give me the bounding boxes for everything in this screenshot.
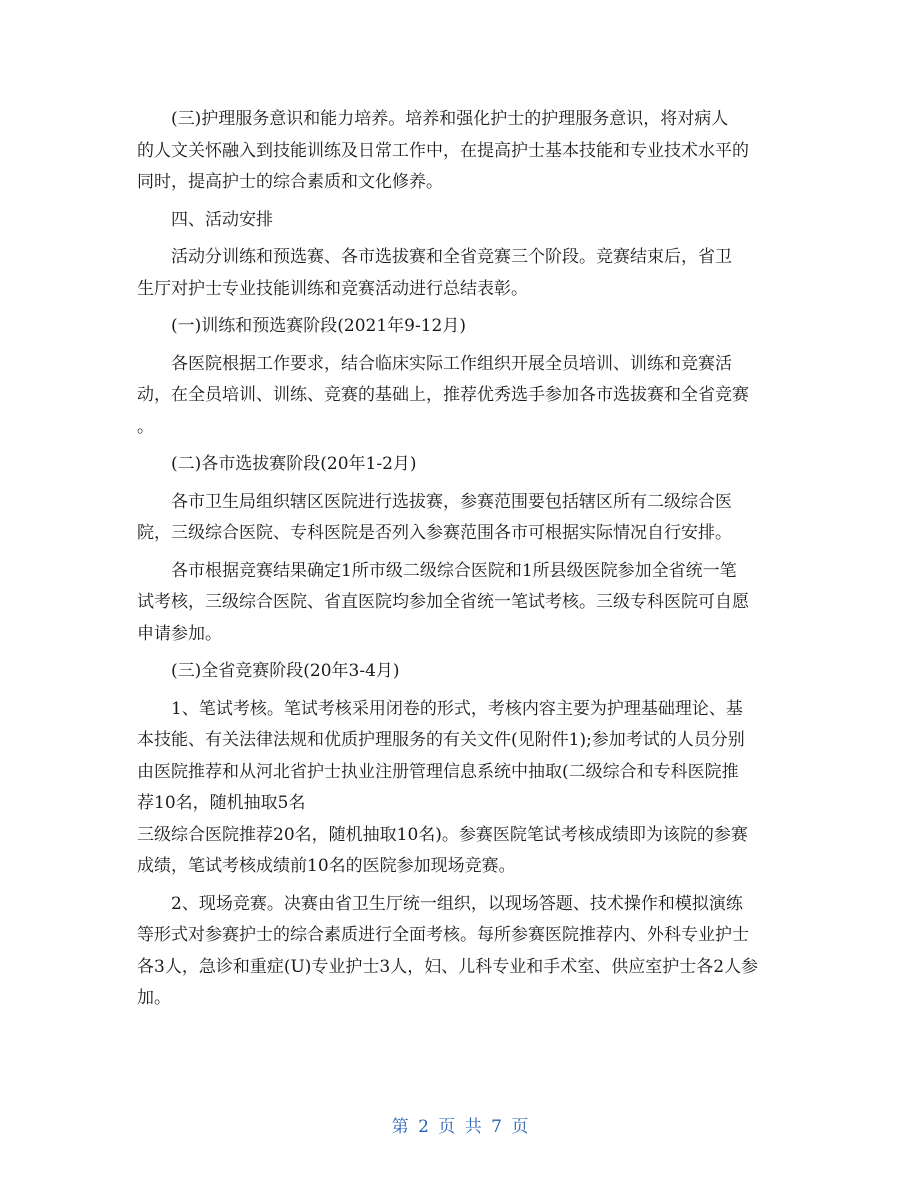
text-line: 同时，提高护士的综合素质和文化修养。 xyxy=(137,172,443,192)
text-line: 加。 xyxy=(137,988,171,1008)
section-heading: (三)全省竞赛阶段(20年3-4月) xyxy=(171,661,400,681)
text-line: 1、笔试考核。笔试考核采用闭卷的形式，考核内容主要为护理基础理论、基 xyxy=(171,698,743,719)
text-line: 各市根据竞赛结果确定1所市级二级综合医院和1所县级医院参加全省统一笔 xyxy=(171,560,737,581)
paragraph-training-details xyxy=(137,349,787,444)
text-line: (三)护理服务意识和能力培养。培养和强化护士的护理服务意识，将对病人 xyxy=(171,109,729,129)
section-heading: 四、活动安排 xyxy=(171,209,273,230)
text-line: 试考核，三级综合医院、省直医院均参加全省统一笔试考核。三级专科医院可自愿 xyxy=(137,592,749,612)
heading-city-selection-stage xyxy=(137,449,787,481)
text-line: 荐10名，随机抽取5名 xyxy=(137,793,306,813)
paragraph-onsite-competition xyxy=(137,889,787,1015)
page-number-footer: 第 2 页 共 7 页 xyxy=(391,1117,529,1137)
text-line: 申请参加。 xyxy=(137,623,222,644)
text-line: 成绩，笔试考核成绩前10名的医院参加现场竞赛。 xyxy=(137,856,516,876)
heading-training-stage xyxy=(137,311,787,343)
text-line: 各市卫生局组织辖区医院进行选拔赛，参赛范围要包括辖区所有二级综合医 xyxy=(171,491,732,512)
text-line: 的人文关怀融入到技能训练及日常工作中，在提高护士基本技能和专业技术水平的 xyxy=(137,140,749,161)
text-line: 各医院根据工作要求，结合临床实际工作组织开展全员培训、训练和竞赛活 xyxy=(171,353,732,374)
text-line: 。 xyxy=(137,416,154,437)
text-line: 2、现场竞赛。决赛由省卫生厅统一组织，以现场答题、技术操作和模拟演练 xyxy=(171,893,743,914)
section-heading: (一)训练和预选赛阶段(2021年9-12月) xyxy=(171,316,466,336)
text-line: 各3人，急诊和重症(U)专业护士3人，妇、儿科专业和手术室、供应室护士各2人参 xyxy=(137,956,759,977)
text-line: 生厅对护士专业技能训练和竞赛活动进行总结表彰。 xyxy=(137,278,528,299)
text-line: 活动分训练和预选赛、各市选拔赛和全省竞赛三个阶段。竞赛结束后，省卫 xyxy=(171,247,732,267)
text-line: 院，三级综合医院、专科医院是否列入参赛范围各市可根据实际情况自行安排。 xyxy=(137,523,732,543)
text-line: 三级综合医院推荐20名，随机抽取10名)。参赛医院笔试考核成绩即为该院的参赛 xyxy=(137,824,748,845)
paragraph-city-selection xyxy=(137,487,787,550)
heading-activity-arrangement xyxy=(137,205,787,237)
paragraph-activity-stages xyxy=(137,242,787,305)
document-body xyxy=(137,104,787,1015)
paragraph-written-exam xyxy=(137,694,787,883)
paragraph-service-awareness xyxy=(137,104,787,199)
paragraph-exam-participation xyxy=(137,556,787,651)
heading-provincial-stage xyxy=(137,656,787,688)
text-line: 动，在全员培训、训练、竞赛的基础上，推荐优秀选手参加各市选拔赛和全省竞赛 xyxy=(137,385,749,405)
text-line: 等形式对参赛护士的综合素质进行全面考核。每所参赛医院推荐内、外科专业护士 xyxy=(137,925,749,945)
section-heading: (二)各市选拔赛阶段(20年1-2月) xyxy=(171,454,417,474)
text-line: 本技能、有关法律法规和优质护理服务的有关文件(见附件1);参加考试的人员分别 xyxy=(137,730,745,750)
text-line: 由医院推荐和从河北省护士执业注册管理信息系统中抽取(二级综合和专科医院推 xyxy=(137,761,739,782)
